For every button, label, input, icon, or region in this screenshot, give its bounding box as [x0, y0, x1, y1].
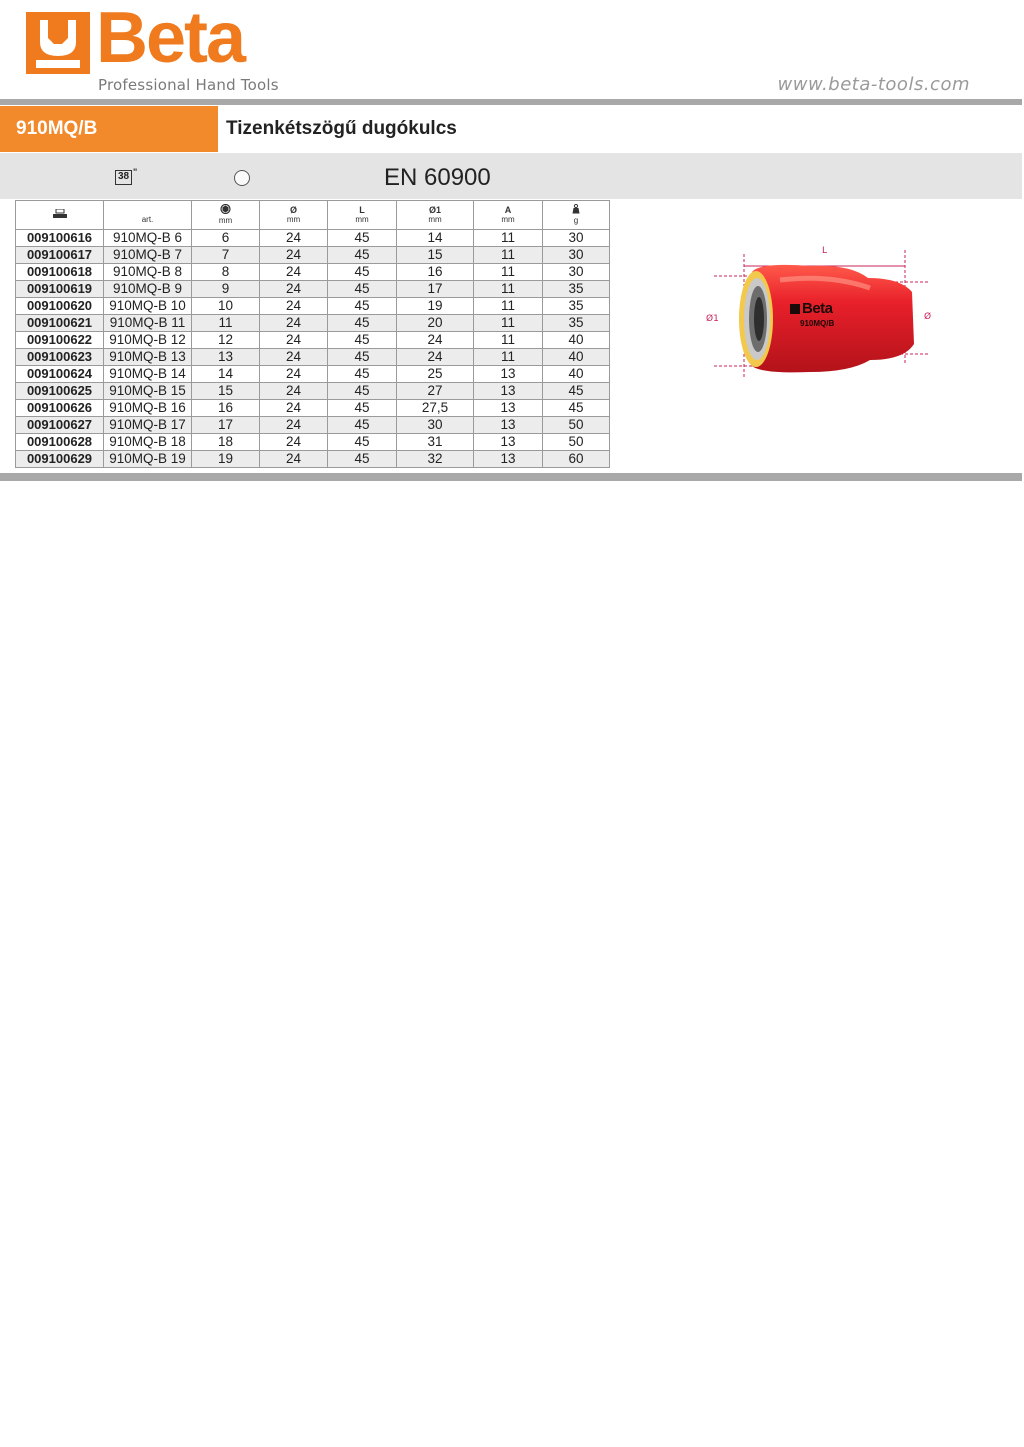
table-cell: 910MQ-B 15	[104, 383, 192, 400]
table-row	[16, 383, 610, 400]
table-cell: 40	[543, 349, 610, 366]
table-cell: 30	[397, 417, 474, 434]
title-band	[0, 106, 1022, 152]
order-code-cell: 009100616	[16, 230, 104, 247]
table-cell: 24	[397, 349, 474, 366]
table-cell: 8	[192, 264, 260, 281]
table-cell: 19	[192, 451, 260, 468]
table-cell: 27,5	[397, 400, 474, 417]
table-cell: 11	[474, 264, 543, 281]
drive-quote-mark: "	[133, 167, 138, 177]
table-cell: 24	[260, 315, 328, 332]
table-cell: 45	[328, 247, 397, 264]
table-cell: 15	[192, 383, 260, 400]
table-cell: 45	[328, 451, 397, 468]
order-code-cell: 009100619	[16, 281, 104, 298]
col-order-code	[16, 201, 104, 230]
table-cell: 45	[328, 230, 397, 247]
table-row	[16, 230, 610, 247]
table-cell: 910MQ-B 8	[104, 264, 192, 281]
table-cell: 13	[474, 366, 543, 383]
table-cell: 24	[260, 247, 328, 264]
table-row	[16, 298, 610, 315]
table-cell: 24	[260, 366, 328, 383]
table-cell: 27	[397, 383, 474, 400]
product-code: 910MQ/B	[0, 106, 218, 152]
table-cell: 45	[328, 400, 397, 417]
table-cell: 17	[192, 417, 260, 434]
table-cell: 13	[192, 349, 260, 366]
table-cell: 24	[260, 417, 328, 434]
table-cell: 35	[543, 298, 610, 315]
table-cell: 16	[397, 264, 474, 281]
table-row	[16, 451, 610, 468]
table-cell: 30	[543, 264, 610, 281]
table-cell: 10	[192, 298, 260, 315]
order-code-cell: 009100628	[16, 434, 104, 451]
table-cell: 14	[397, 230, 474, 247]
table-row	[16, 281, 610, 298]
col-weight: g	[543, 201, 610, 230]
table-cell: 45	[328, 298, 397, 315]
dim-label-l: L	[822, 246, 828, 256]
table-cell: 910MQ-B 16	[104, 400, 192, 417]
dim-label-d: Ø	[924, 312, 932, 322]
order-code-cell: 009100629	[16, 451, 104, 468]
table-cell: 11	[474, 281, 543, 298]
table-cell: 45	[328, 349, 397, 366]
order-code-cell: 009100624	[16, 366, 104, 383]
table-cell: 30	[543, 247, 610, 264]
weight-icon	[572, 204, 580, 214]
brand-tagline: Professional Hand Tools	[98, 76, 279, 94]
table-row	[16, 247, 610, 264]
table-cell: 45	[328, 383, 397, 400]
table-cell: 13	[474, 417, 543, 434]
table-cell: 11	[474, 247, 543, 264]
order-code-cell: 009100625	[16, 383, 104, 400]
table-cell: 12	[192, 332, 260, 349]
table-cell: 7	[192, 247, 260, 264]
drive-size-icon	[115, 167, 138, 186]
table-cell: 910MQ-B 9	[104, 281, 192, 298]
table-cell: 45	[328, 281, 397, 298]
table-cell: 11	[474, 315, 543, 332]
table-cell: 40	[543, 366, 610, 383]
order-code-cell: 009100627	[16, 417, 104, 434]
table-cell: 40	[543, 332, 610, 349]
table-cell: 910MQ-B 7	[104, 247, 192, 264]
table-cell: 45	[543, 400, 610, 417]
table-cell: 11	[474, 349, 543, 366]
table-cell: 11	[474, 298, 543, 315]
drive-size-label: 38	[115, 170, 132, 185]
socket-logo-icon	[790, 304, 800, 314]
wrench-logo-icon	[26, 12, 90, 74]
socket-brand-print	[790, 300, 833, 317]
table-cell: 13	[474, 434, 543, 451]
table-cell: 15	[397, 247, 474, 264]
order-code-cell: 009100621	[16, 315, 104, 332]
order-code-cell: 009100620	[16, 298, 104, 315]
table-cell: 45	[328, 434, 397, 451]
table-cell: 25	[397, 366, 474, 383]
table-cell: 31	[397, 434, 474, 451]
product-title: Tizenkétszögű dugókulcs	[226, 118, 457, 139]
website-url[interactable]: www.beta-tools.com	[777, 74, 970, 95]
col-diameter1: Ø1 mm	[397, 201, 474, 230]
socket-brand-text: Beta	[802, 300, 833, 317]
table-cell: 13	[474, 383, 543, 400]
table-cell: 24	[260, 332, 328, 349]
table-row	[16, 417, 610, 434]
table-row	[16, 315, 610, 332]
table-cell: 45	[328, 417, 397, 434]
box-stack-icon	[52, 209, 68, 219]
table-row	[16, 349, 610, 366]
product-image	[700, 244, 940, 394]
brand-name: Beta	[96, 0, 245, 78]
table-cell: 14	[192, 366, 260, 383]
table-cell: 17	[397, 281, 474, 298]
table-cell: 910MQ-B 19	[104, 451, 192, 468]
table-row	[16, 264, 610, 281]
table-cell: 11	[192, 315, 260, 332]
circle-icon	[234, 170, 250, 186]
table-cell: 45	[328, 366, 397, 383]
table-cell: 910MQ-B 12	[104, 332, 192, 349]
table-cell: 24	[260, 400, 328, 417]
table-cell: 60	[543, 451, 610, 468]
brand-logo	[26, 0, 288, 96]
table-cell: 24	[260, 281, 328, 298]
table-cell: 32	[397, 451, 474, 468]
table-cell: 24	[260, 383, 328, 400]
table-cell: 910MQ-B 11	[104, 315, 192, 332]
table-cell: 24	[260, 298, 328, 315]
table-cell: 45	[328, 264, 397, 281]
table-cell: 50	[543, 434, 610, 451]
table-cell: 18	[192, 434, 260, 451]
table-row	[16, 332, 610, 349]
spec-band	[0, 153, 1022, 199]
table-cell: 45	[328, 315, 397, 332]
table-cell: 24	[260, 434, 328, 451]
table-cell: 24	[260, 230, 328, 247]
table-cell: 910MQ-B 13	[104, 349, 192, 366]
table-cell: 45	[543, 383, 610, 400]
table-row	[16, 366, 610, 383]
table-body	[16, 230, 610, 468]
table-cell: 30	[543, 230, 610, 247]
table-cell: 910MQ-B 10	[104, 298, 192, 315]
table-cell: 910MQ-B 14	[104, 366, 192, 383]
order-code-cell: 009100617	[16, 247, 104, 264]
table-cell: 16	[192, 400, 260, 417]
table-cell: 24	[260, 349, 328, 366]
table-cell: 20	[397, 315, 474, 332]
table-cell: 6	[192, 230, 260, 247]
table-cell: 35	[543, 315, 610, 332]
spec-table	[15, 200, 610, 468]
table-cell: 45	[328, 332, 397, 349]
dim-label-d1: Ø1	[706, 314, 719, 324]
socket-code-print: 910MQ/B	[800, 319, 835, 328]
table-cell: 11	[474, 332, 543, 349]
table-cell: 35	[543, 281, 610, 298]
table-cell: 910MQ-B 18	[104, 434, 192, 451]
order-code-cell: 009100623	[16, 349, 104, 366]
table-cell: 910MQ-B 17	[104, 417, 192, 434]
table-cell: 24	[397, 332, 474, 349]
table-row	[16, 400, 610, 417]
header-divider	[0, 99, 1022, 105]
table-cell: 50	[543, 417, 610, 434]
table-cell: 910MQ-B 6	[104, 230, 192, 247]
order-code-cell: 009100618	[16, 264, 104, 281]
table-cell: 13	[474, 400, 543, 417]
table-cell: 24	[260, 264, 328, 281]
twelve-point-socket-icon	[220, 204, 231, 214]
table-cell: 11	[474, 230, 543, 247]
order-code-cell: 009100622	[16, 332, 104, 349]
table-row	[16, 434, 610, 451]
col-diameter: Ø mm	[260, 201, 328, 230]
table-cell: 19	[397, 298, 474, 315]
table-header-row	[16, 201, 610, 230]
table-cell: 13	[474, 451, 543, 468]
footer-divider	[0, 473, 1022, 481]
table-cell: 9	[192, 281, 260, 298]
table-cell: 24	[260, 451, 328, 468]
col-art: art.	[104, 201, 192, 230]
col-size: mm	[192, 201, 260, 230]
col-a: A mm	[474, 201, 543, 230]
standard-label: EN 60900	[384, 164, 491, 191]
col-length: L mm	[328, 201, 397, 230]
order-code-cell: 009100626	[16, 400, 104, 417]
